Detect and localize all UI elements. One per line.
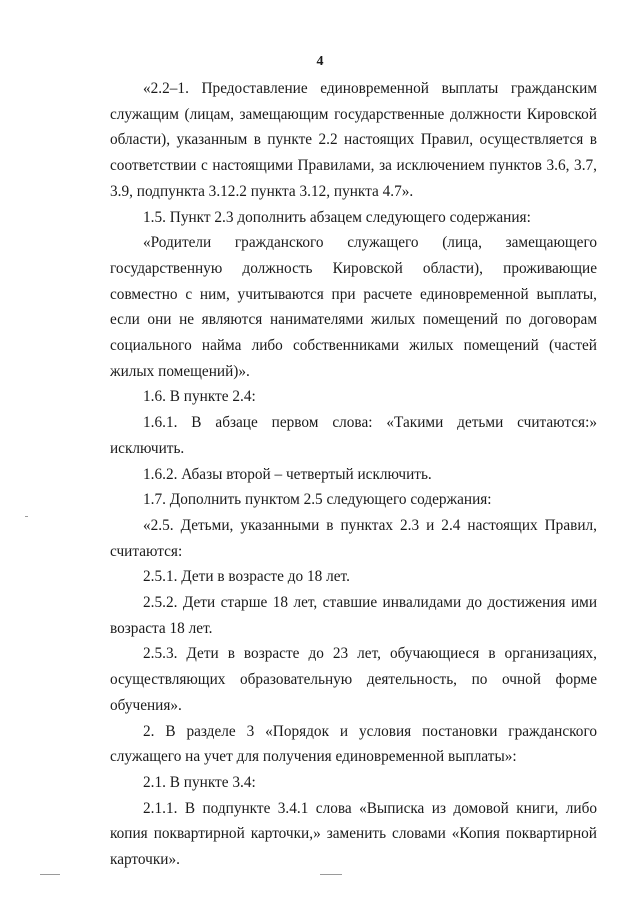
paragraph-1-6: 1.6. В пункте 2.4: [143,388,256,406]
paragraph-2-5-2: 2.5.2. Дети старше 18 лет, ставшие инвалидами до достижения ими возраста 18 лет. [110,594,597,637]
paragraph-2-5: «2.5. Детьми, указанными в пунктах 2.3 и 2.4 настоящих Правил, считаются: [110,516,597,560]
paragraph-2-5-1: 2.5.1. Дети в возрасте до 18 лет. [143,568,350,586]
document-body [110,76,597,873]
scan-artifact-left [40,874,60,875]
paragraph-1-6-2: 1.6.2. Абазы второй – четвертый исключить. [143,465,432,483]
scan-artifact-margin [25,516,28,517]
paragraph-2-1-1: 2.1.1. В подпункте 3.4.1 слова «Выписка из домовой книги, либо копия поквартирной карточки,» заменить словами «Копия поквартирной карточки». [110,799,597,869]
page-number: 4 [316,54,324,69]
scan-artifact-center [320,874,342,875]
paragraph-1-7: 1.7. Дополнить пунктом 2.5 следующего содержания: [143,491,492,509]
paragraph-2-2-1: «2.2–1. Предоставление единовременной выплаты гражданским служащим (лицам, замещающим государственные должности Кировской области), указанным в пункте 2.2 настоящих Правил, осуществляется в соответствии с настоящими Правилами, за исключением пунктов 3.6, 3.7, 3.9, подпункта 3.12.2 пункта 3.12, пункта 4.7». [110,80,597,200]
paragraph-1-5: 1.5. Пункт 2.3 дополнить абзацем следующего содержания: [143,208,531,226]
paragraph-2-5-3: 2.5.3. Дети в возрасте до 23 лет, обучающиеся в организациях, осуществляющих образовательную деятельность, по очной форме обучения». [110,645,597,714]
paragraph-2-1: 2.1. В пункте 3.4: [143,773,256,791]
paragraph-section-3: 2. В разделе 3 «Порядок и условия постановки гражданского служащего на учет для получения единовременной выплаты»: [110,722,597,766]
paragraph-1-6-1: 1.6.1. В абзаце первом слова: «Такими детьми считаются:» исключить. [110,414,597,457]
paragraph-parents-quote: «Родители гражданского служащего (лица, замещающего государственную должность Кировской области), проживающие совместно с ним, учитываются при расчете единовременной выплаты, если они не являются нанимателями жилых помещений по договорам социального найма либо собственниками жилых помещений (частей жилых помещений)». [110,234,597,380]
